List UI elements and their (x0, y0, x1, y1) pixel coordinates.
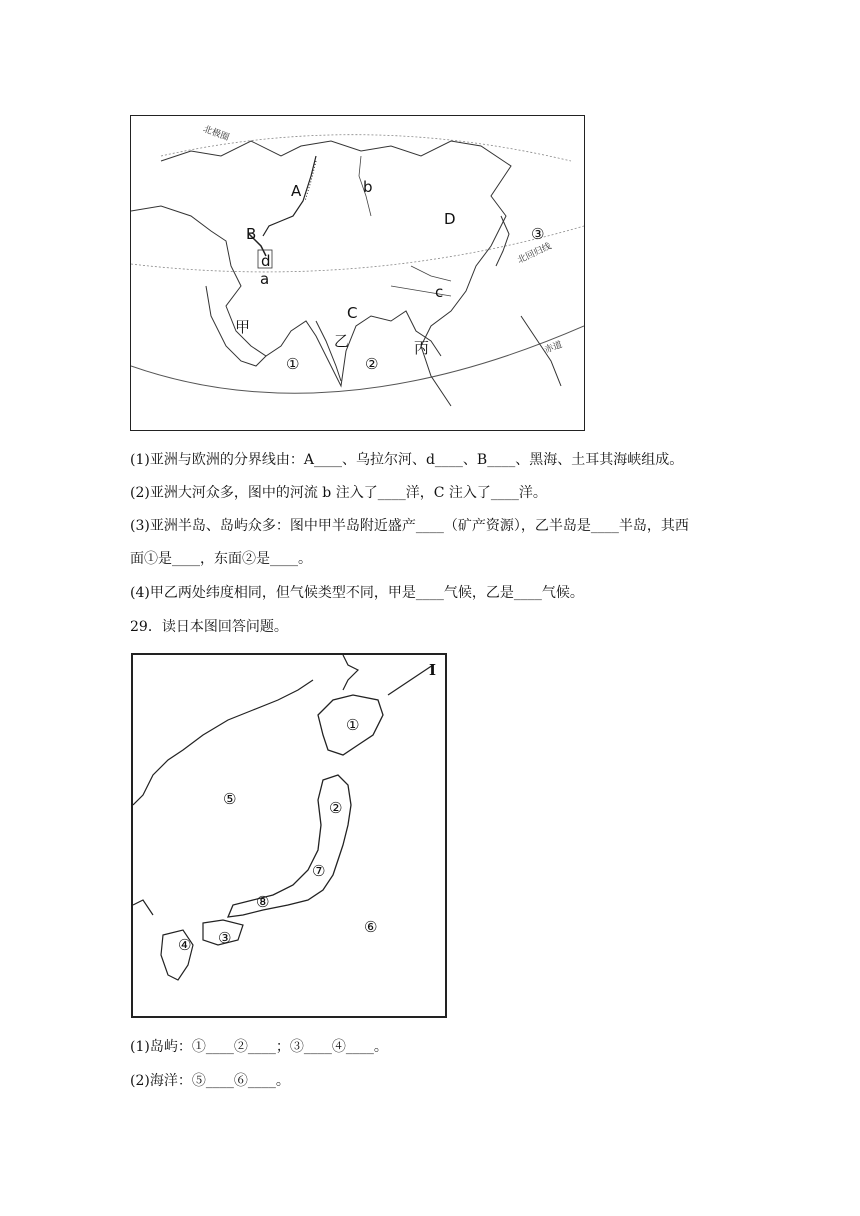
label-circle-1: ① (286, 355, 300, 373)
label-c: c (435, 283, 444, 301)
japan-label-8: ⑧ (256, 893, 270, 911)
label-a: a (260, 270, 270, 288)
japan-map-drawing (133, 655, 445, 1016)
label-tropic-of-cancer: 北回归线 (516, 241, 554, 267)
japan-label-3: ③ (218, 929, 232, 947)
question-28-2: (2)亚洲大河众多，图中的河流 b 注入了____洋，C 注入了____洋。 (130, 485, 547, 501)
japan-label-2: ② (329, 799, 343, 817)
label-C: C (347, 304, 358, 322)
label-equator: 赤道 (543, 340, 564, 356)
question-28-1: (1)亚洲与欧洲的分界线由：A____、乌拉尔河、d____、B____、黑海、土耳其海峡组成。 (130, 452, 684, 468)
japan-label-roman-1: I (429, 661, 437, 679)
label-bing: 丙 (414, 339, 430, 357)
question-29-2: (2)海洋：⑤____⑥____。 (130, 1073, 290, 1089)
asia-map (130, 115, 585, 431)
asia-map-drawing (131, 116, 584, 430)
label-b: b (363, 178, 373, 196)
question-28-4: (4)甲乙两处纬度相同，但气候类型不同，甲是____气候，乙是____气候。 (130, 585, 584, 601)
japan-label-4: ④ (178, 936, 192, 954)
label-D: D (444, 210, 456, 228)
label-d: d (261, 252, 271, 270)
japan-map (131, 653, 447, 1018)
label-A: A (291, 182, 302, 200)
label-B: B (246, 225, 257, 243)
label-jia: 甲 (235, 318, 251, 336)
label-yi: 乙 (334, 332, 350, 350)
question-28-3: (3)亚洲半岛、岛屿众多：图中甲半岛附近盛产____（矿产资源），乙半岛是____半岛，其西 (130, 518, 689, 534)
question-29-1: (1)岛屿：①____②____；③____④____。 (130, 1039, 388, 1055)
japan-label-7: ⑦ (312, 862, 326, 880)
question-29-title: 29．读日本图回答问题。 (130, 619, 288, 635)
japan-label-1: ① (346, 716, 360, 734)
label-circle-3: ③ (531, 225, 545, 243)
question-28-3-cont: 面①是____，东面②是____。 (130, 551, 312, 567)
japan-label-6: ⑥ (364, 918, 378, 936)
label-circle-2: ② (365, 355, 379, 373)
label-arctic-circle: 北极圈 (201, 124, 231, 144)
japan-label-5: ⑤ (223, 790, 237, 808)
